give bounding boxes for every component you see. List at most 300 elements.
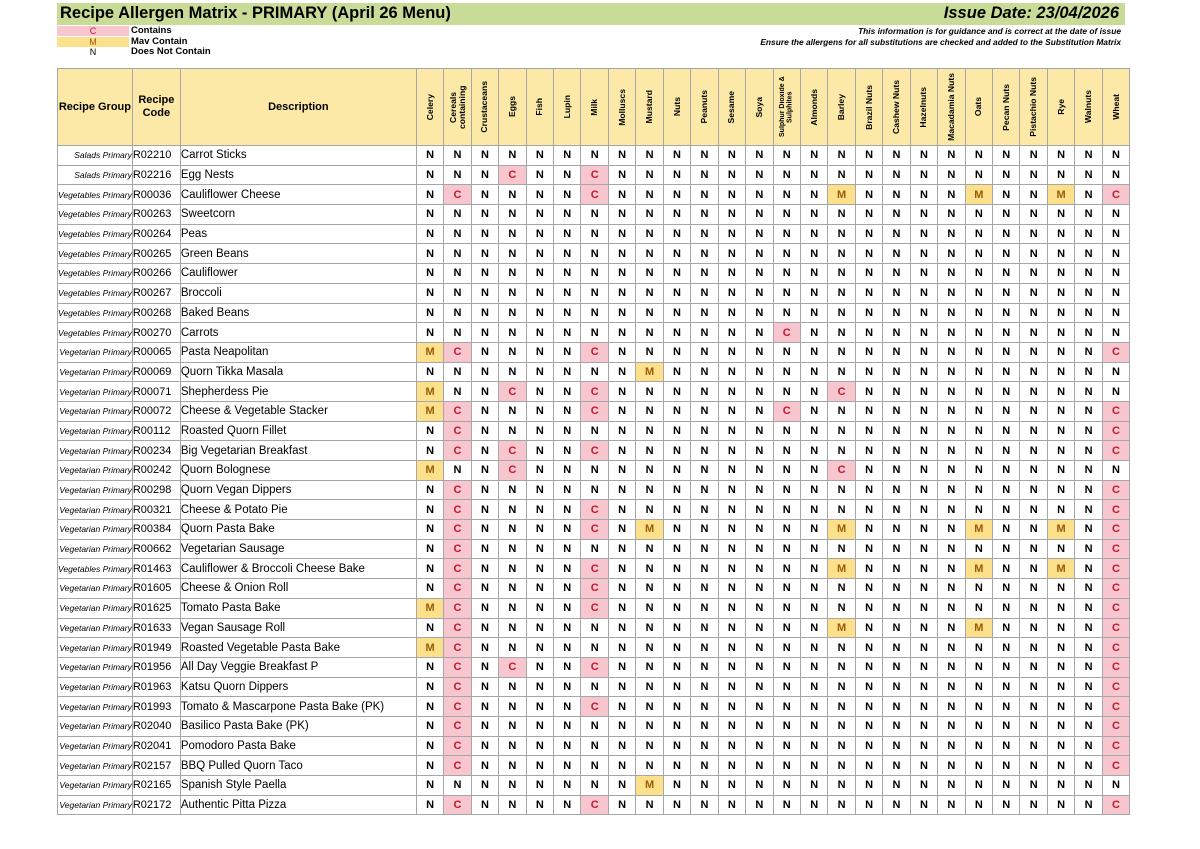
allergen-value: N [554, 598, 581, 618]
allergen-value: C [499, 461, 526, 481]
allergen-value: N [938, 461, 965, 481]
allergen-value: N [471, 401, 498, 421]
allergen-value: N [938, 500, 965, 520]
allergen-value: N [938, 539, 965, 559]
recipe-description: Vegan Sausage Roll [180, 618, 416, 638]
allergen-value: C [444, 579, 471, 599]
allergen-value: N [691, 736, 718, 756]
allergen-value: N [608, 264, 635, 284]
recipe-code: R00242 [132, 461, 180, 481]
recipe-group: Vegetarian Primary [58, 795, 133, 815]
recipe-description: Cheese & Onion Roll [180, 579, 416, 599]
allergen-value: N [526, 559, 553, 579]
allergen-value: N [1047, 618, 1074, 638]
allergen-label: Molluscs [616, 88, 627, 126]
allergen-value: N [691, 579, 718, 599]
allergen-value: N [746, 264, 773, 284]
allergen-value: N [828, 224, 855, 244]
allergen-value: C [1102, 480, 1129, 500]
allergen-value: N [938, 244, 965, 264]
recipe-group: Vegetarian Primary [58, 500, 133, 520]
allergen-value: N [663, 421, 690, 441]
allergen-value: N [691, 500, 718, 520]
allergen-value: N [1075, 244, 1102, 264]
allergen-value: N [883, 736, 910, 756]
allergen-value: N [883, 401, 910, 421]
allergen-value: N [855, 165, 882, 185]
allergen-value: N [855, 500, 882, 520]
allergen-value: N [526, 165, 553, 185]
allergen-value: N [1102, 776, 1129, 796]
allergen-value: N [718, 224, 745, 244]
allergen-value: N [883, 657, 910, 677]
allergen-value: N [746, 244, 773, 264]
allergen-value: N [718, 441, 745, 461]
allergen-value: N [691, 756, 718, 776]
allergen-value: N [1047, 224, 1074, 244]
allergen-value: N [828, 736, 855, 756]
allergen-value: N [416, 756, 443, 776]
allergen-value: N [1047, 638, 1074, 658]
allergen-value: N [938, 441, 965, 461]
allergen-value: N [1075, 716, 1102, 736]
allergen-value: N [499, 598, 526, 618]
allergen-value: N [855, 205, 882, 225]
allergen-value: N [636, 283, 663, 303]
allergen-value: N [526, 244, 553, 264]
recipe-code: R00265 [132, 244, 180, 264]
allergen-value: N [663, 559, 690, 579]
allergen-value: N [938, 618, 965, 638]
allergen-value: M [416, 342, 443, 362]
allergen-value: N [718, 677, 745, 697]
allergen-value: N [1075, 795, 1102, 815]
recipe-description: Tomato Pasta Bake [180, 598, 416, 618]
allergen-value: N [855, 736, 882, 756]
allergen-value: N [1020, 677, 1047, 697]
allergen-value: N [444, 165, 471, 185]
allergen-value: N [910, 539, 937, 559]
allergen-value: N [746, 205, 773, 225]
allergen-value: N [828, 500, 855, 520]
allergen-value: M [636, 776, 663, 796]
allergen-value: N [691, 205, 718, 225]
allergen-value: N [855, 421, 882, 441]
allergen-value: C [1102, 598, 1129, 618]
allergen-value: N [883, 598, 910, 618]
allergen-header [965, 69, 992, 146]
allergen-value: N [993, 539, 1020, 559]
allergen-value: N [1075, 461, 1102, 481]
allergen-value: N [608, 205, 635, 225]
allergen-value: N [746, 638, 773, 658]
allergen-value: N [416, 421, 443, 441]
allergen-value: N [828, 283, 855, 303]
allergen-value: N [938, 165, 965, 185]
allergen-value: N [1047, 165, 1074, 185]
table-row [58, 264, 1130, 284]
allergen-value: N [993, 618, 1020, 638]
allergen-value: C [581, 657, 608, 677]
allergen-value: N [554, 342, 581, 362]
table-row [58, 421, 1130, 441]
allergen-value: N [993, 401, 1020, 421]
allergen-value: N [938, 146, 965, 166]
allergen-header [1020, 69, 1047, 146]
allergen-value: N [718, 638, 745, 658]
allergen-value: N [718, 480, 745, 500]
recipe-description: Spanish Style Paella [180, 776, 416, 796]
allergen-value: N [855, 795, 882, 815]
allergen-label: Macadamia Nuts [945, 73, 956, 141]
allergen-value: N [1020, 185, 1047, 205]
allergen-label: Soya [753, 96, 764, 118]
allergen-value: N [471, 598, 498, 618]
allergen-value: C [444, 421, 471, 441]
allergen-value: C [444, 677, 471, 697]
allergen-value: N [499, 677, 526, 697]
allergen-value: N [800, 224, 827, 244]
allergen-value: N [993, 579, 1020, 599]
allergen-value: N [636, 303, 663, 323]
allergen-value: N [636, 461, 663, 481]
allergen-value: N [910, 401, 937, 421]
allergen-value: N [554, 520, 581, 540]
allergen-value: N [1047, 539, 1074, 559]
recipe-group: Vegetarian Primary [58, 480, 133, 500]
allergen-value: N [773, 421, 800, 441]
allergen-value: N [471, 382, 498, 402]
recipe-description: Pomodoro Pasta Bake [180, 736, 416, 756]
allergen-header [800, 69, 827, 146]
allergen-value: N [883, 677, 910, 697]
table-row [58, 165, 1130, 185]
legend-code: C [57, 26, 129, 36]
allergen-value: N [855, 244, 882, 264]
allergen-value: N [663, 441, 690, 461]
allergen-value: C [581, 520, 608, 540]
allergen-label: Almonds [808, 88, 819, 126]
allergen-value: N [855, 264, 882, 284]
allergen-value: N [1075, 559, 1102, 579]
allergen-value: N [526, 283, 553, 303]
table-row [58, 736, 1130, 756]
allergen-value: N [965, 264, 992, 284]
allergen-value: N [526, 303, 553, 323]
allergen-value: N [499, 421, 526, 441]
allergen-value: N [1047, 677, 1074, 697]
page-title: Recipe Allergen Matrix - PRIMARY (April 26 Menu) [60, 4, 451, 22]
recipe-description: Carrots [180, 323, 416, 343]
allergen-label: Pistachio Nuts [1028, 77, 1039, 137]
allergen-value: N [663, 185, 690, 205]
allergen-value: N [526, 382, 553, 402]
allergen-value: N [855, 598, 882, 618]
allergen-value: N [1075, 539, 1102, 559]
allergen-value: N [910, 165, 937, 185]
allergen-header [608, 69, 635, 146]
allergen-value: N [938, 559, 965, 579]
allergen-value: N [855, 657, 882, 677]
allergen-value: N [910, 559, 937, 579]
recipe-description: Basilico Pasta Bake (PK) [180, 716, 416, 736]
allergen-value: N [746, 539, 773, 559]
allergen-value: N [554, 401, 581, 421]
allergen-value: N [636, 165, 663, 185]
allergen-value: N [608, 500, 635, 520]
allergen-value: N [1075, 520, 1102, 540]
allergen-value: N [938, 579, 965, 599]
allergen-value: N [416, 244, 443, 264]
allergen-value: N [1047, 657, 1074, 677]
recipe-group: Vegetarian Primary [58, 618, 133, 638]
allergen-value: N [499, 264, 526, 284]
allergen-value: N [554, 657, 581, 677]
allergen-value: C [1102, 185, 1129, 205]
allergen-value: M [965, 520, 992, 540]
allergen-value: N [746, 677, 773, 697]
allergen-value: N [499, 579, 526, 599]
allergen-value: N [883, 224, 910, 244]
allergen-value: C [444, 638, 471, 658]
recipe-description: All Day Veggie Breakfast P [180, 657, 416, 677]
allergen-value: N [499, 224, 526, 244]
allergen-value: N [993, 362, 1020, 382]
allergen-value: C [828, 382, 855, 402]
allergen-value: N [965, 539, 992, 559]
allergen-value: N [499, 303, 526, 323]
allergen-value: N [910, 500, 937, 520]
allergen-value: N [471, 736, 498, 756]
recipe-description: Quorn Vegan Dippers [180, 480, 416, 500]
allergen-value: N [554, 165, 581, 185]
allergen-value: N [608, 539, 635, 559]
allergen-value: N [1075, 598, 1102, 618]
allergen-value: N [718, 283, 745, 303]
allergen-label: Wheat [1110, 94, 1121, 120]
allergen-value: N [499, 480, 526, 500]
allergen-value: N [471, 795, 498, 815]
recipe-description: Cauliflower Cheese [180, 185, 416, 205]
allergen-value: N [773, 776, 800, 796]
allergen-label: Cashew Nuts [891, 80, 902, 134]
allergen-value: N [416, 697, 443, 717]
allergen-value: N [1047, 441, 1074, 461]
allergen-value: N [965, 165, 992, 185]
allergen-value: M [828, 185, 855, 205]
allergen-value: N [718, 185, 745, 205]
allergen-value: N [608, 303, 635, 323]
allergen-value: N [471, 677, 498, 697]
table-row [58, 776, 1130, 796]
recipe-code: R00072 [132, 401, 180, 421]
allergen-value: N [526, 205, 553, 225]
allergen-value: N [526, 421, 553, 441]
allergen-value: N [691, 185, 718, 205]
allergen-value: N [416, 224, 443, 244]
table-row [58, 795, 1130, 815]
allergen-value: N [938, 224, 965, 244]
table-row [58, 756, 1130, 776]
allergen-value: N [746, 598, 773, 618]
allergen-value: N [718, 362, 745, 382]
allergen-value: N [554, 677, 581, 697]
recipe-code: R01633 [132, 618, 180, 638]
table-row [58, 677, 1130, 697]
allergen-value: N [691, 461, 718, 481]
allergen-value: N [746, 421, 773, 441]
allergen-value: N [883, 638, 910, 658]
allergen-value: N [1102, 382, 1129, 402]
recipe-code: R00264 [132, 224, 180, 244]
allergen-value: C [444, 500, 471, 520]
allergen-value: N [444, 283, 471, 303]
allergen-value: N [910, 461, 937, 481]
allergen-value: N [636, 244, 663, 264]
allergen-value: N [938, 283, 965, 303]
allergen-value: N [554, 716, 581, 736]
allergen-value: N [499, 205, 526, 225]
allergen-header [581, 69, 608, 146]
allergen-value: N [416, 618, 443, 638]
allergen-value: N [1075, 579, 1102, 599]
allergen-value: N [554, 205, 581, 225]
allergen-value: N [608, 382, 635, 402]
allergen-value: N [554, 441, 581, 461]
allergen-value: N [1020, 579, 1047, 599]
allergen-value: N [993, 441, 1020, 461]
allergen-value: N [554, 776, 581, 796]
allergen-value: N [663, 205, 690, 225]
recipe-code: R02040 [132, 716, 180, 736]
allergen-value: N [1075, 382, 1102, 402]
recipe-description: Sweetcorn [180, 205, 416, 225]
allergen-value: N [471, 421, 498, 441]
allergen-value: N [1020, 146, 1047, 166]
allergen-value: N [773, 461, 800, 481]
allergen-value: M [1047, 520, 1074, 540]
allergen-value: N [746, 795, 773, 815]
allergen-value: N [499, 716, 526, 736]
table-row [58, 598, 1130, 618]
recipe-group: Vegetables Primary [58, 264, 133, 284]
allergen-value: N [910, 205, 937, 225]
recipe-group: Vegetarian Primary [58, 677, 133, 697]
allergen-value: N [855, 382, 882, 402]
allergen-value: N [910, 520, 937, 540]
allergen-value: N [416, 500, 443, 520]
allergen-value: N [581, 146, 608, 166]
allergen-value: N [526, 185, 553, 205]
allergen-value: N [416, 205, 443, 225]
allergen-value: C [828, 461, 855, 481]
allergen-value: N [663, 362, 690, 382]
guidance-notes [760, 26, 1121, 47]
allergen-header [416, 69, 443, 146]
allergen-value: N [554, 264, 581, 284]
allergen-value: N [718, 756, 745, 776]
allergen-value: N [444, 205, 471, 225]
allergen-value: N [526, 579, 553, 599]
allergen-value: N [1075, 736, 1102, 756]
allergen-value: C [1102, 697, 1129, 717]
allergen-value: N [416, 539, 443, 559]
table-row [58, 716, 1130, 736]
allergen-value: N [554, 638, 581, 658]
allergen-value: N [746, 756, 773, 776]
allergen-value: N [965, 598, 992, 618]
allergen-value: N [1075, 756, 1102, 776]
allergen-value: N [993, 598, 1020, 618]
allergen-value: N [965, 776, 992, 796]
allergen-value: N [773, 520, 800, 540]
allergen-value: N [608, 579, 635, 599]
allergen-header [855, 69, 882, 146]
allergen-value: C [1102, 401, 1129, 421]
allergen-value: N [1047, 500, 1074, 520]
allergen-value: N [663, 342, 690, 362]
allergen-value: N [910, 224, 937, 244]
recipe-code: R00321 [132, 500, 180, 520]
allergen-value: N [828, 677, 855, 697]
allergen-value: N [910, 185, 937, 205]
recipe-code: R02041 [132, 736, 180, 756]
allergen-value: N [1075, 185, 1102, 205]
allergen-value: N [608, 421, 635, 441]
allergen-value: N [526, 618, 553, 638]
allergen-value: N [444, 244, 471, 264]
allergen-value: N [800, 205, 827, 225]
allergen-value: N [471, 520, 498, 540]
allergen-value: N [691, 697, 718, 717]
allergen-value: N [746, 480, 773, 500]
allergen-value: N [581, 303, 608, 323]
recipe-description: Cauliflower [180, 264, 416, 284]
allergen-value: N [965, 283, 992, 303]
allergen-value: N [1020, 657, 1047, 677]
allergen-value: N [1075, 362, 1102, 382]
allergen-value: N [773, 303, 800, 323]
allergen-value: N [993, 500, 1020, 520]
allergen-value: C [1102, 716, 1129, 736]
allergen-value: N [1075, 342, 1102, 362]
recipe-code: R00112 [132, 421, 180, 441]
allergen-value: N [910, 579, 937, 599]
allergen-value: N [1102, 264, 1129, 284]
allergen-value: N [993, 283, 1020, 303]
allergen-value: N [910, 441, 937, 461]
allergen-value: N [828, 244, 855, 264]
allergen-value: N [746, 618, 773, 638]
allergen-value: N [663, 303, 690, 323]
allergen-value: N [855, 441, 882, 461]
allergen-value: N [1102, 205, 1129, 225]
table-row [58, 461, 1130, 481]
allergen-value: C [1102, 539, 1129, 559]
allergen-value: N [608, 146, 635, 166]
allergen-value: N [773, 500, 800, 520]
recipe-code: R00266 [132, 264, 180, 284]
allergen-value: N [608, 244, 635, 264]
allergen-value: N [526, 401, 553, 421]
allergen-value: N [471, 657, 498, 677]
allergen-value: N [663, 795, 690, 815]
allergen-value: N [416, 362, 443, 382]
allergen-value: N [581, 264, 608, 284]
allergen-value: N [1047, 205, 1074, 225]
allergen-value: N [636, 401, 663, 421]
allergen-value: N [828, 165, 855, 185]
